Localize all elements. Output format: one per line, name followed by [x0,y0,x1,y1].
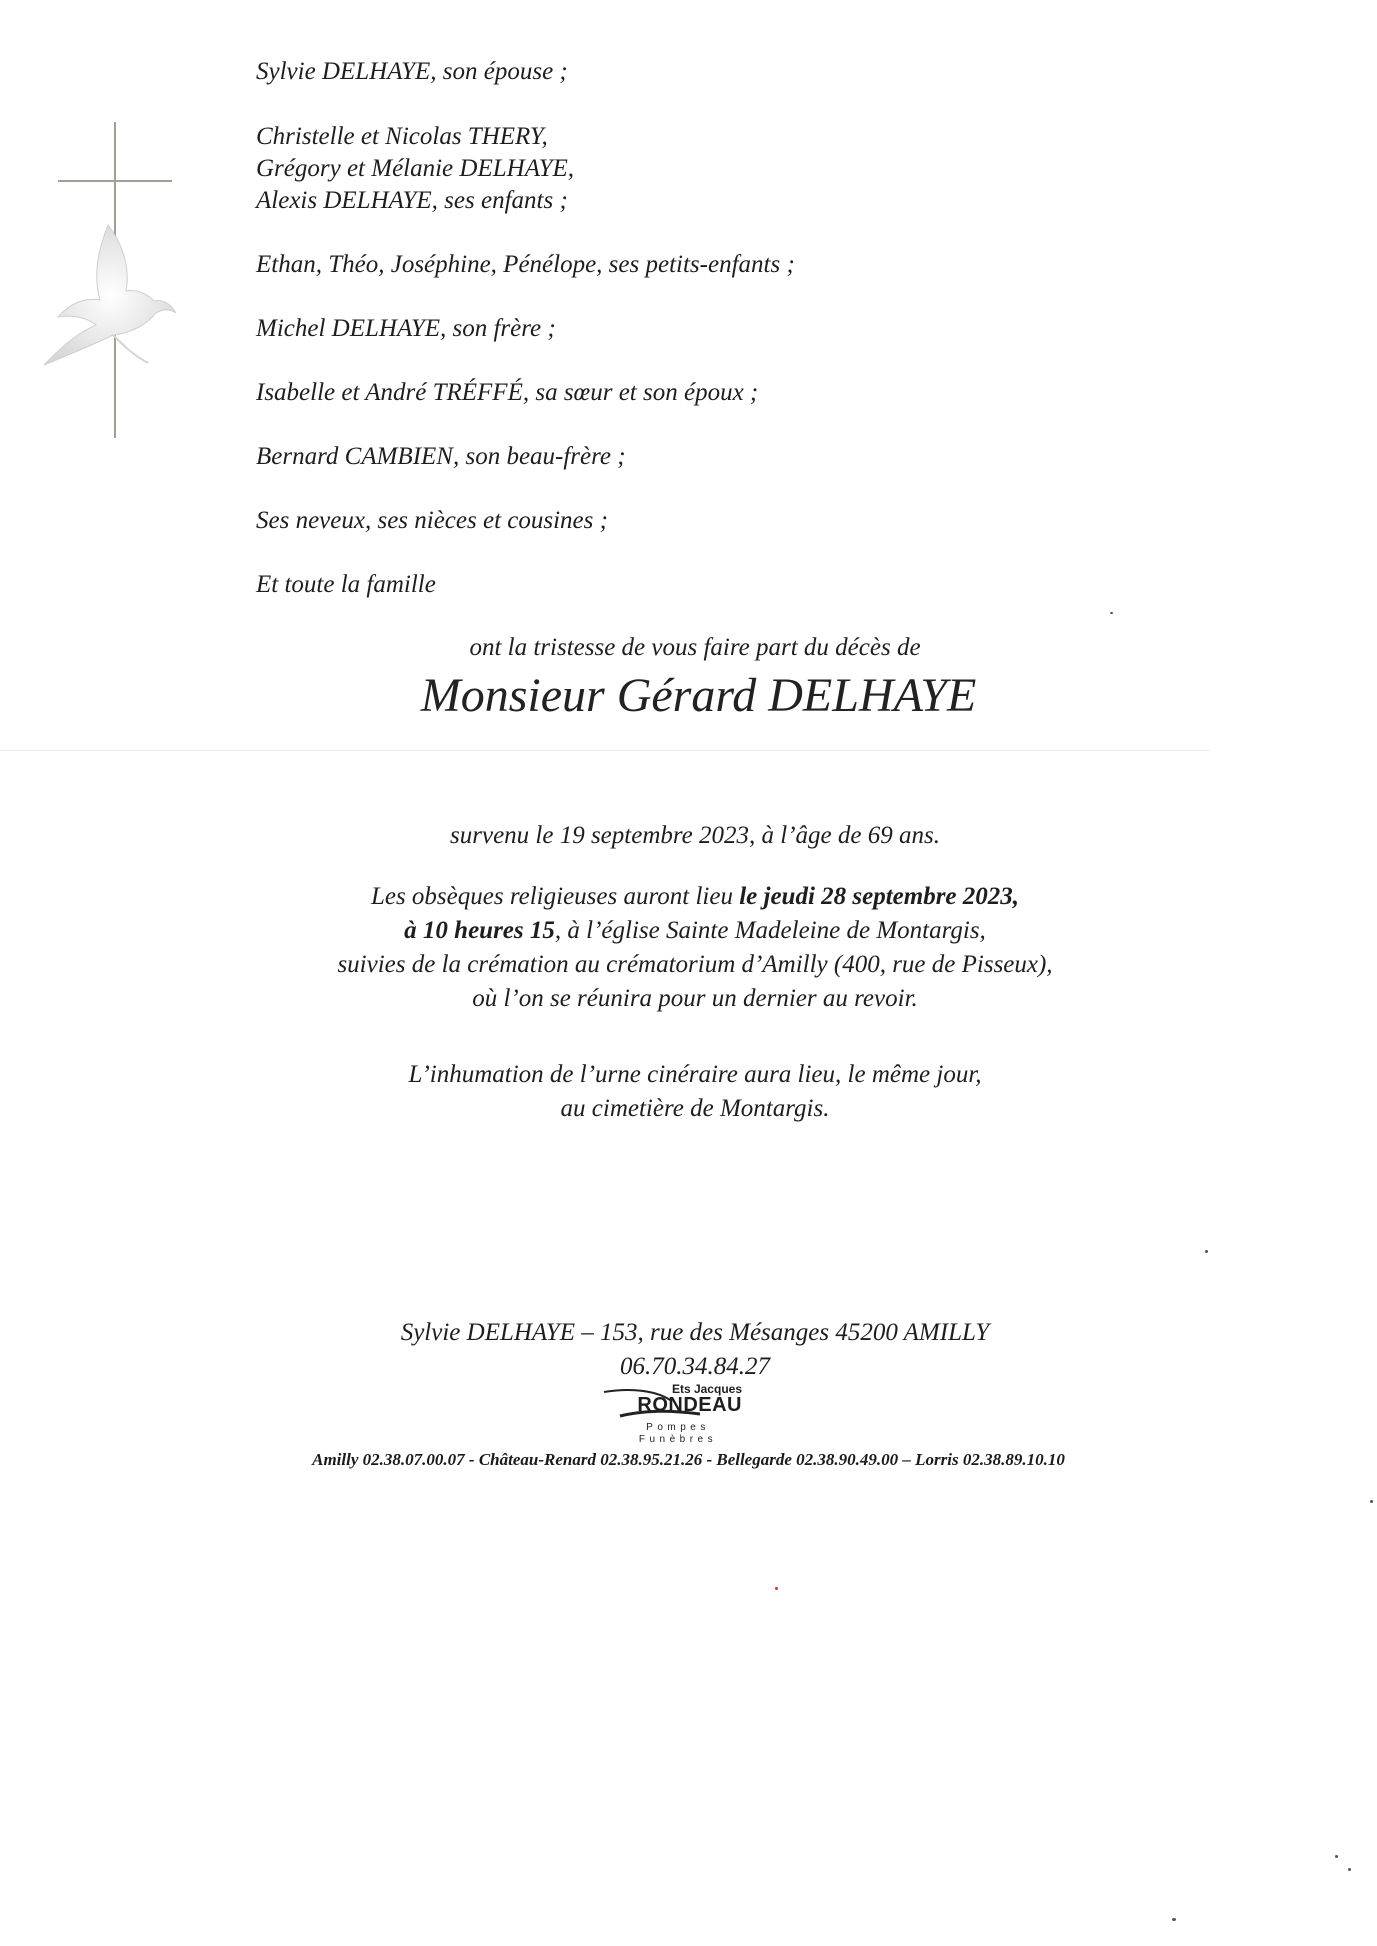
family-line: Alexis DELHAYE, ses enfants ; [256,187,568,214]
dove-icon [38,205,188,375]
family-line: Christelle et Nicolas THERY, [256,123,548,150]
family-line: Sylvie DELHAYE, son épouse ; [256,58,568,85]
scan-speck [1172,1918,1176,1921]
scan-speck [1370,1500,1373,1503]
contact-block [0,1316,1377,1384]
death-notice: survenu le 19 septembre 2023, à l’âge de 69 ans. [450,822,940,849]
fold-divider [0,750,1210,751]
family-line: Et toute la famille [256,571,436,598]
family-line: Ses neveux, ses nièces et cousines ; [256,507,608,534]
contact-address: Sylvie DELHAYE – 153, rue des Mésanges 45200 AMILLY [400,1319,990,1346]
agency-offices: Amilly 02.38.07.00.07 - Château-Renard 02.38.95.21.26 - Bellegarde 02.38.90.49.00 – Lorris 02.38.89.10.10 [312,1450,1065,1469]
deceased-name: Monsieur Gérard DELHAYE [420,669,977,722]
contact-phone: 06.70.34.84.27 [620,1353,770,1380]
family-line: Michel DELHAYE, son frère ; [256,315,556,342]
agency-logo: Ets Jacques RONDEAU Pompes Funèbres [600,1382,750,1444]
family-line: Bernard CAMBIEN, son beau-frère ; [256,443,626,470]
funeral-details: Les obsèques religieuses auront lieu le jeudi 28 septembre 2023, à 10 heures 15, à l’église Sainte Madeleine de Montargis, suivies de la crémation au crématorium d’Amilly (400, rue de Pisseux), où l’on se réunira pour un dernier au revoir. [337,883,1053,1012]
cross-horizontal-bar [58,180,172,182]
scan-speck [1205,1250,1208,1253]
burial-details: L’inhumation de l’urne cinéraire aura lieu, le même jour, au cimetière de Montargis. [408,1061,982,1122]
scan-speck [1335,1855,1338,1858]
announcement: ont la tristesse de vous faire part du décès de [469,634,921,661]
family-line: Grégory et Mélanie DELHAYE, [256,155,575,182]
scan-speck [775,1587,778,1590]
scan-speck [1110,612,1113,614]
family-line: Ethan, Théo, Joséphine, Pénélope, ses petits-enfants ; [256,251,795,278]
scan-speck [1348,1868,1351,1871]
family-line: Isabelle et André TRÉFFÉ, sa sœur et son époux ; [256,379,759,406]
